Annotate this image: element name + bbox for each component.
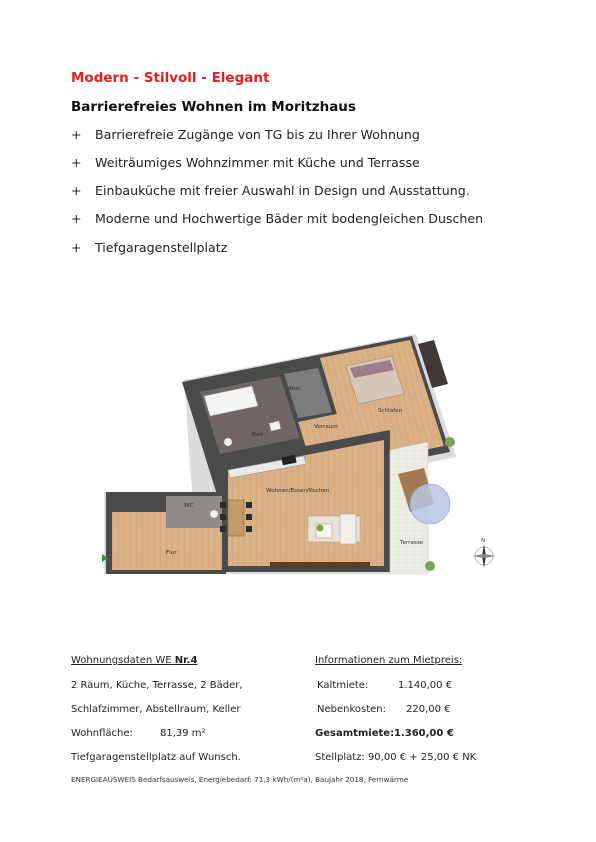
label-flur: Flur xyxy=(166,550,177,556)
headline: Barrierefreies Wohnen im Moritzhaus xyxy=(71,99,356,115)
stellplatz-info: Stellplatz: 90,00 € + 25,00 € NK xyxy=(315,752,477,763)
feature-item xyxy=(71,155,420,170)
apartment-line2: Schlafzimmer, Abstellraum, Keller xyxy=(71,704,241,715)
gesamt-value: 1.360,00 € xyxy=(394,728,454,739)
apartment-number: Nr.4 xyxy=(174,655,198,666)
gesamt-label: Gesamtmiete: xyxy=(315,728,395,739)
area-label: Wohnfläche: xyxy=(71,728,133,739)
nebenkosten-value: 220,00 € xyxy=(406,704,451,715)
feature-text: Moderne und Hochwertige Bäder mit bodengleichen Duschen xyxy=(95,211,484,226)
label-schlafen: Schlafen xyxy=(378,408,403,414)
label-abstell: Abst. xyxy=(288,386,303,392)
parking-note: Tiefgaragenstellplatz auf Wunsch. xyxy=(71,752,241,763)
plant-icon xyxy=(317,525,324,532)
feature-item xyxy=(71,127,420,142)
label-wc: WC xyxy=(184,503,194,509)
rent-heading: Informationen zum Mietpreis: xyxy=(315,655,463,666)
feature-item xyxy=(71,211,483,226)
floor-plan xyxy=(94,322,486,584)
plant-icon xyxy=(445,437,455,447)
tagline: Modern - Stilvoll - Elegant xyxy=(71,70,270,86)
feature-item xyxy=(71,183,470,198)
feature-text: Einbauküche mit freier Auswahl in Design und Ausstattung. xyxy=(95,183,470,198)
plus-icon: + xyxy=(71,155,82,170)
kaltmiete-value: 1.140,00 € xyxy=(398,680,453,691)
label-bad: Bad xyxy=(252,432,263,438)
plus-icon: + xyxy=(71,211,82,226)
compass-icon xyxy=(472,538,496,568)
apartment-heading: Wohnungsdaten WE Nr.4 xyxy=(71,655,198,666)
plant-icon xyxy=(425,561,435,571)
feature-item xyxy=(71,240,227,255)
feature-text: Tiefgaragenstellplatz xyxy=(95,240,228,255)
feature-text: Weiträumiges Wohnzimmer mit Küche und Terrasse xyxy=(95,155,420,170)
feature-text: Barrierefreie Zugänge von TG bis zu Ihrer Wohnung xyxy=(95,127,420,142)
plus-icon: + xyxy=(71,240,82,255)
label-wohnen: Wohnen/Essen/Kochen xyxy=(266,488,330,494)
area-value: 81,39 m² xyxy=(160,728,206,739)
dining-table xyxy=(228,500,244,536)
label-vorraum: Vorraum xyxy=(314,424,338,430)
kaltmiete-label: Kaltmiete: xyxy=(317,680,369,691)
plus-icon: + xyxy=(71,183,82,198)
apartment-line1: 2 Raum, Küche, Terrasse, 2 Bäder, xyxy=(71,680,243,691)
nebenkosten-label: Nebenkosten: xyxy=(317,704,387,715)
tv-bench xyxy=(270,562,370,568)
plus-icon: + xyxy=(71,127,82,142)
energy-certificate: ENERGIEAUSWEIS Bedarfsausweis, Energiebedarf: 71,3 kWh/(m²a), Baujahr 2018, Fernwärme xyxy=(71,775,409,784)
compass-label: N xyxy=(481,538,486,544)
label-terrasse: Terrasse xyxy=(400,540,424,546)
sofa xyxy=(340,514,356,544)
